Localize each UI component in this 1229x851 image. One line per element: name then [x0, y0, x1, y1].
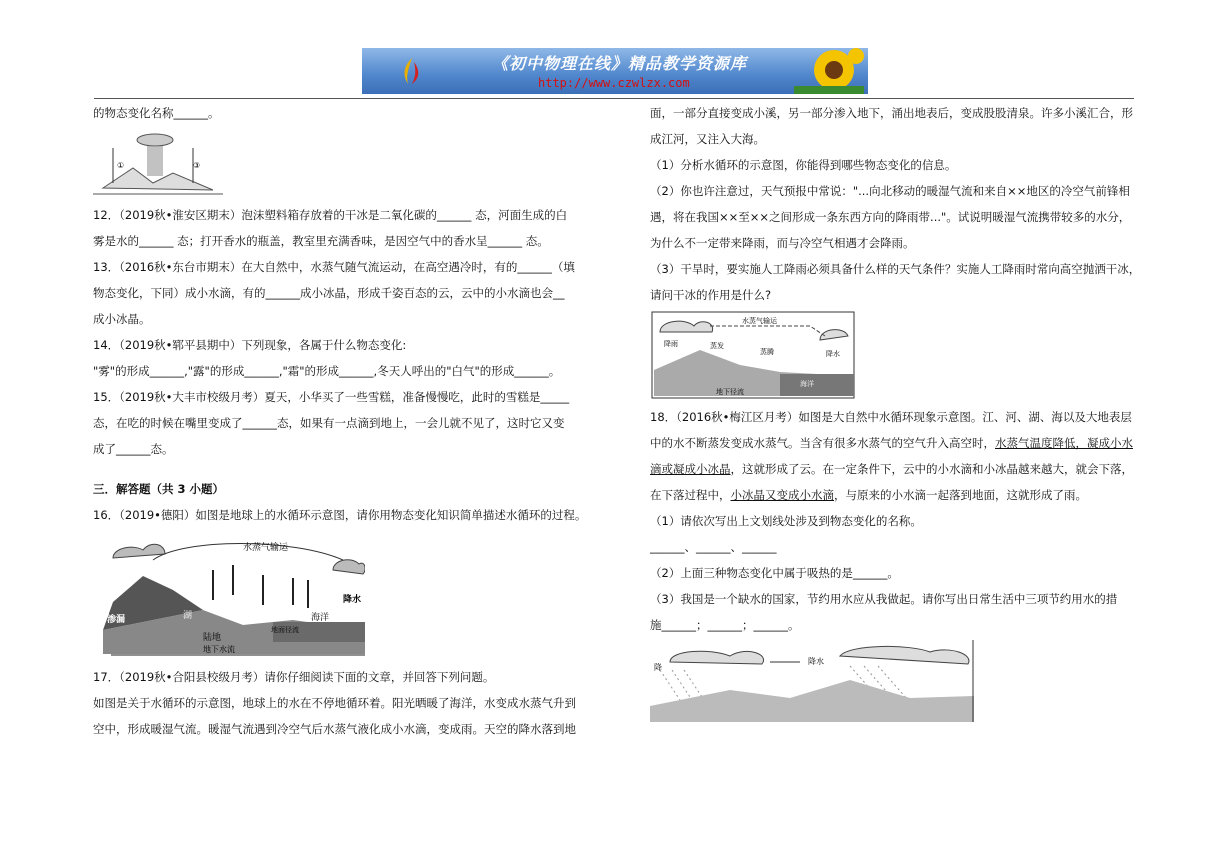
q17-cont-1: 面，一部分直接变成小溪，另一部分渗入地下，涌出地表后，变成股股清泉。许多小溪汇合，形: [650, 106, 1133, 120]
q18-line1: 18．（2016秋•梅江区月考）如图是大自然中水循环现象示意图。江、河、湖、海以及大地表层: [650, 410, 1132, 424]
fig16-vapor-label: 水蒸气输运: [243, 543, 289, 553]
fig16-rain-right-label: 降水: [343, 595, 362, 605]
q18-line2: [650, 430, 1136, 456]
q15-line3: 成了______态。: [93, 442, 174, 456]
q17-sub2-c: 为什么不一定带来降雨，而与冷空气相遇才会降雨。: [650, 236, 915, 250]
figure-water-cycle-18: [650, 640, 974, 722]
q15-line1: 15．（2019秋•大丰市校级月考）夏天，小华买了一些雪糕，准备慢慢吃，此时的雪糕是_____: [93, 390, 570, 404]
figure-water-cycle-small: [93, 128, 223, 198]
svg-text:①: ①: [117, 161, 125, 170]
fig16-lake-label: 湖: [183, 611, 193, 621]
q12-line2: 雾是水的______ 态；打开香水的瓶盖，教室里充满香味，是因空气中的香水呈______ 态。: [93, 234, 549, 248]
fig16-seep-label: 渗漏: [107, 615, 126, 625]
q11-tail: 的物态变化名称______。: [93, 106, 220, 120]
q13-line3: 成小冰晶。: [93, 312, 151, 326]
q18-line4-post: ，与原来的小水滴一起落到地面，这就形成了雨。: [834, 488, 1087, 502]
fig17-rain-label: 降雨: [664, 340, 678, 348]
banner-title: 《初中物理在线》精品教学资源库: [492, 54, 748, 73]
fig16-land-label: 陆地: [203, 633, 222, 643]
fig17-ocean-label: 海洋: [800, 380, 814, 388]
q17-cont-2: 成江河，又注入大海。: [650, 132, 765, 146]
q18-sub3b: 施______；______；______。: [650, 618, 800, 632]
fig17-evap2-label: 蒸腾: [760, 348, 774, 356]
q14-line2: "雾"的形成______,"露"的形成______,"霜"的形成______,冬天人呼出的"白气"的形成______。: [93, 364, 561, 378]
header-rule: [94, 98, 1134, 99]
q17-sub1: （1）分析水循环的示意图，你能得到哪些物态变化的信息。: [650, 158, 957, 172]
fig17-underground-label: 地下径流: [716, 388, 744, 396]
q14-line1: 14．（2019秋•郓平县期中）下列现象，各属于什么物态变化:: [93, 338, 407, 352]
q18-sub2: （2）上面三种物态变化中属于吸热的是______。: [650, 566, 899, 580]
q15-line2: 态，在吃的时候在嘴里变成了______态，如果有一点滴到地上，一会儿就不见了，这时它又变: [93, 416, 565, 430]
q16: 16．（2019•德阳）如图是地球上的水循环示意图，请你用物态变化知识简单描述水循环的过程。: [93, 508, 587, 522]
q18-line4: [650, 482, 1136, 508]
svg-text:③: ③: [193, 161, 201, 170]
fig16-rain-left-label: 降水: [117, 569, 136, 579]
q12-line1: 12．（2019秋•淮安区期末）泡沫塑料箱存放着的干冰是二氧化碳的______ 态，河面生成的白: [93, 208, 568, 222]
q18-underline-3: 小冰晶又变成小水滴: [730, 488, 834, 502]
q17-line1: 17．（2019秋•合阳县校级月考）请你仔细阅读下面的文章，并回答下列问题。: [93, 670, 495, 684]
q18-line4-pre: 在下落过程中，: [650, 488, 731, 502]
q13-line2: 物态变化，下同）成小水滴，有的______成小冰晶，形成千姿百态的云，云中的小水滴也会__: [93, 286, 565, 300]
figure-water-cycle-16: [93, 530, 365, 660]
sunflower-icon: [794, 48, 864, 94]
q17-sub3-a: （3）干旱时，要实施人工降雨必须具备什么样的天气条件？实施人工降雨时常向高空抛洒干冰，: [650, 262, 1141, 276]
q18-line2-text: 中的水不断蒸发变成水蒸气。当含有很多水蒸气的空气升入高空时，: [650, 436, 995, 450]
fig17-vapor-label: 水蒸气输运: [742, 317, 777, 325]
fig18-rain-label: 降: [654, 663, 662, 672]
q17-sub3-b: 请问干冰的作用是什么?: [650, 288, 772, 302]
fig16-runoff-label: 地面径流: [271, 626, 299, 634]
figure-water-cycle-17: [650, 310, 856, 400]
q18-sub1: （1）请依次写出上文划线处涉及到物态变化的名称。: [650, 514, 922, 528]
q18-underline-2: 滴或凝成小冰晶: [650, 462, 731, 476]
q18-sub3: （3）我国是一个缺水的国家，节约用水应从我做起。请你写出日常生活中三项节约用水的措: [650, 592, 1118, 606]
q18-line3: [650, 456, 1136, 482]
fig18-rain2-label: 降水: [808, 657, 824, 666]
fig16-underground-label: 地下水流: [203, 645, 235, 654]
right-column: [650, 100, 1141, 726]
q18-underline-1: 水蒸气温度降低，凝成小水: [995, 436, 1133, 450]
left-column: [93, 100, 585, 742]
q17-line3: 空中，形成暖湿气流。暖湿气流遇到冷空气后水蒸气液化成小水滴，变成雨。天空的降水落到地: [93, 722, 576, 736]
q13-line1: 13．（2016秋•东台市期末）在大自然中，水蒸气随气流运动，在高空遇冷时，有的______（填: [93, 260, 575, 274]
q17-line2: 如图是关于水循环的示意图，地球上的水在不停地循环着。阳光晒暖了海洋，水变成水蒸气升到: [93, 696, 576, 710]
header-banner: [362, 48, 868, 94]
section-3-heading: 三．解答题（共 3 小题）: [93, 482, 225, 496]
fig16-ocean-label: 海洋: [311, 613, 330, 623]
logo-icon: [398, 56, 426, 86]
q17-sub2-b: 遇，将在我国××至××之间形成一条东西方向的降雨带..."。试说明暖湿气流携带较多的水分，: [650, 210, 1131, 224]
fig17-rain2-label: 降水: [826, 350, 840, 358]
q18-line3-text: ，这就形成了云。在一定条件下，云中的小水滴和小冰晶越来越大，就会下落，: [730, 462, 1133, 476]
banner-url[interactable]: http://www.czwlzx.com: [538, 76, 690, 90]
q17-sub2-a: （2）你也许注意过，天气预报中常说："...向北移动的暖湿气流和来自××地区的冷空气前锋相: [650, 184, 1130, 198]
fig17-evap-label: 蒸发: [710, 342, 724, 350]
q18-blanks: ______、______、______: [650, 540, 777, 554]
